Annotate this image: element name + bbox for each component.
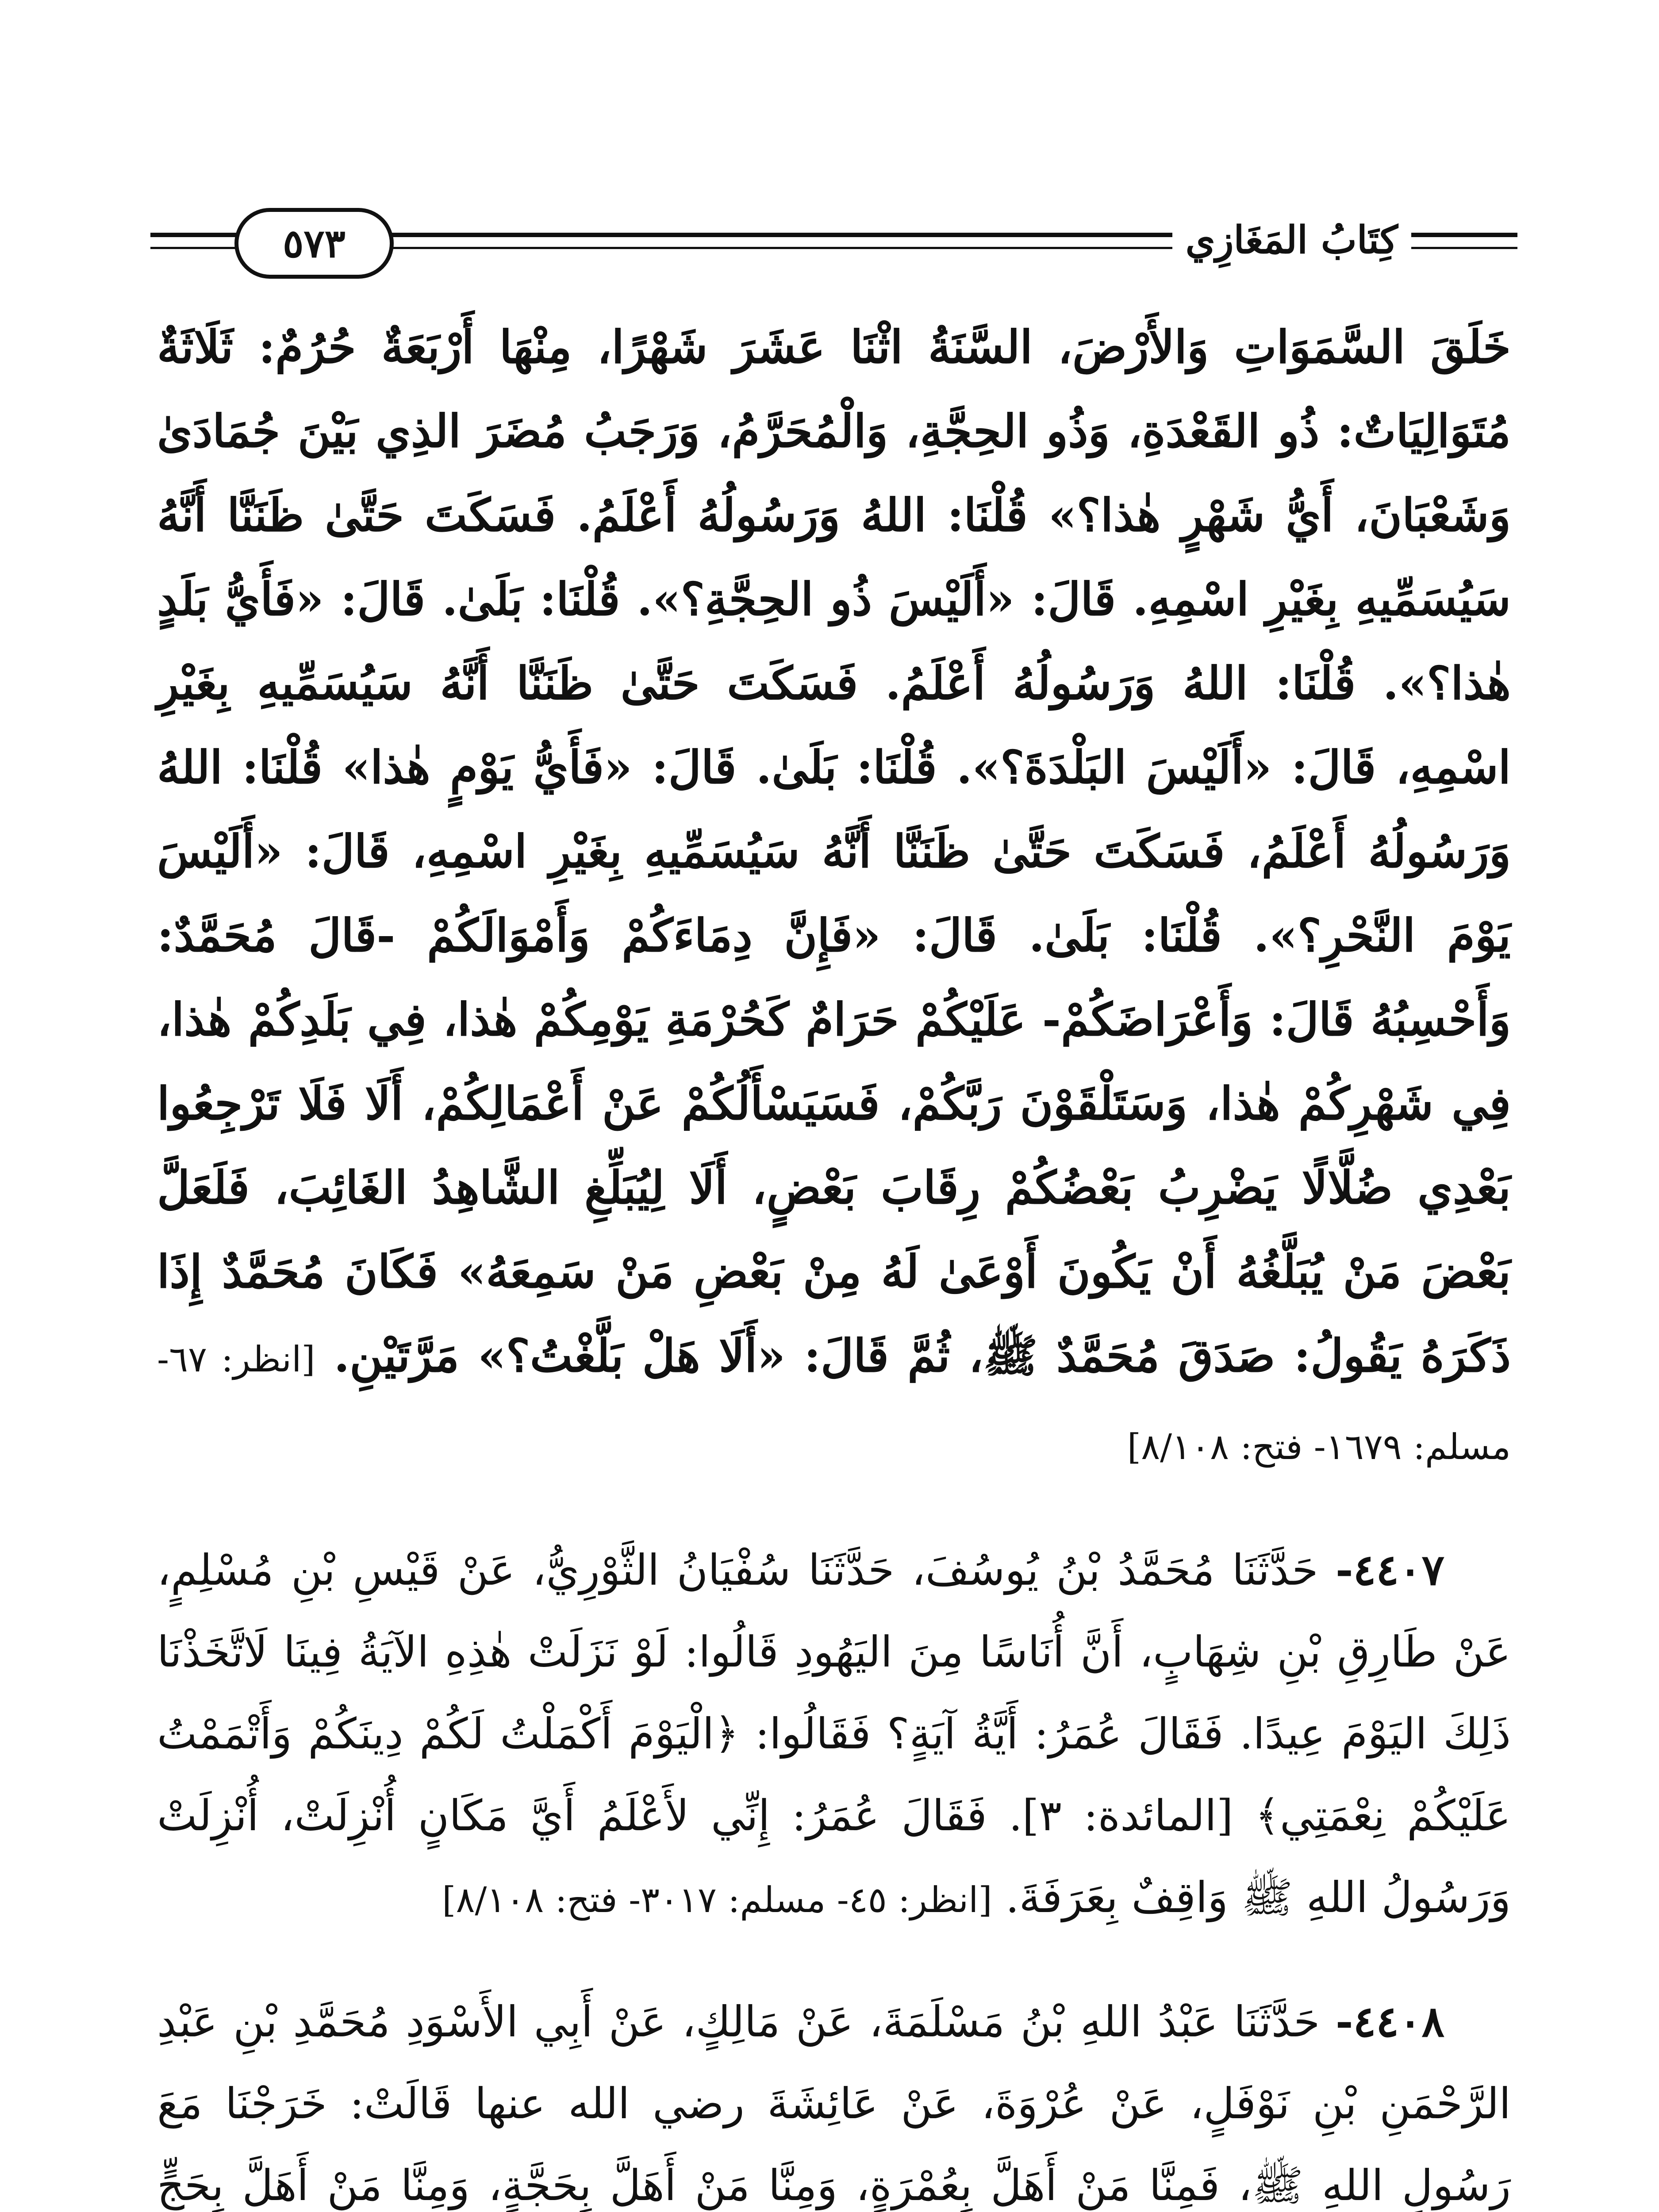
page-number-frame: [234, 208, 394, 279]
hadith-number: ٤٤٠٨-: [1335, 1997, 1445, 2047]
continuation-text: خَلَقَ السَّمَوَاتِ وَالأَرْضَ، السَّنَةُ اثْنَا عَشَرَ شَهْرًا، مِنْهَا أَرْبَعَةٌ حُرُمٌ: ثَلَاثَةٌ مُتَوَالِيَاتٌ: ذُو القَعْدَةِ، وَذُو الحِجَّةِ، وَالْمُحَرَّمُ، وَرَجَبُ مُضَرَ الذِي بَيْنَ جُمَادَىٰ وَشَعْبَانَ، أَيُّ شَهْرٍ هٰذا؟» قُلْنَا: اللهُ وَرَسُولُهُ أَعْلَمُ. فَسَكَتَ حَتَّىٰ ظَنَنَّا أَنَّهُ سَيُسَمِّيهِ بِغَيْرِ اسْمِهِ. قَالَ: «أَلَيْسَ ذُو الحِجَّةِ؟». قُلْنَا: بَلَىٰ. قَالَ: «فَأَيُّ بَلَدٍ هٰذا؟». قُلْنَا: اللهُ وَرَسُولُهُ أَعْلَمُ. فَسَكَتَ حَتَّىٰ ظَنَنَّا أَنَّهُ سَيُسَمِّيهِ بِغَيْرِ اسْمِهِ، قَالَ: «أَلَيْسَ البَلْدَةَ؟». قُلْنَا: بَلَىٰ. قَالَ: «فَأَيُّ يَوْمٍ هٰذا» قُلْنَا: اللهُ وَرَسُولُهُ أَعْلَمُ، فَسَكَتَ حَتَّىٰ ظَنَنَّا أَنَّهُ سَيُسَمِّيهِ بِغَيْرِ اسْمِهِ، قَالَ: «أَلَيْسَ يَوْمَ النَّحْرِ؟». قُلْنَا: بَلَىٰ. قَالَ: «فَإِنَّ دِمَاءَكُمْ وَأَمْوَالَكُمْ -قَالَ مُحَمَّدٌ: وَأَحْسِبُهُ قَالَ: وَأَعْرَاضَكُمْ- عَلَيْكُمْ حَرَامٌ كَحُرْمَةِ يَوْمِكُمْ هٰذا، فِي بَلَدِكُمْ هٰذا، فِي شَهْرِكُمْ هٰذا، وَسَتَلْقَوْنَ رَبَّكُمْ، فَسَيَسْأَلُكُمْ عَنْ أَعْمَالِكُمْ، أَلَا فَلَا تَرْجِعُوا بَعْدِي ضُلَّالًا يَضْرِبُ بَعْضُكُمْ رِقَابَ بَعْضٍ، أَلَا لِيُبَلِّغِ الشَّاهِدُ الغَائِبَ، فَلَعَلَّ بَعْضَ مَنْ يُبَلَّغُهُ أَنْ يَكُونَ أَوْعَىٰ لَهُ مِنْ بَعْضِ مَنْ سَمِعَهُ» فَكَانَ مُحَمَّدٌ إِذَا ذَكَرَهُ يَقُولُ: صَدَقَ مُحَمَّدٌ ﷺ، ثُمَّ قَالَ: «أَلَا هَلْ بَلَّغْتُ؟» مَرَّتَيْنِ.: [157, 321, 1511, 1382]
page-number: ٥٧٣: [283, 220, 346, 266]
running-title: كِتَابُ المَغَازِي: [1172, 218, 1411, 262]
hadith-paragraph: [157, 1981, 1511, 2212]
hadith-entry: [157, 1981, 1511, 2212]
header-rule-left-thin: [150, 247, 239, 249]
hadith-number: ٤٤٠٧-: [1335, 1545, 1445, 1595]
hadith-paragraph: [157, 1529, 1511, 1941]
hadith-continuation: [157, 305, 1511, 1489]
page-body: [157, 305, 1511, 2212]
hadith-reference: [انظر: ٤٥- مسلم: ٣٠١٧- فتح: ٨/١٠٨]: [442, 1879, 992, 1920]
header-rule-left: [150, 233, 239, 237]
hadith-text: حَدَّثَنَا مُحَمَّدُ بْنُ يُوسُفَ، حَدَّثَنَا سُفْيَانُ الثَّوْرِيُّ، عَنْ قَيْسِ بْنِ مُسْلِمٍ، عَنْ طَارِقِ بْنِ شِهَابٍ، أَنَّ أُنَاسًا مِنَ اليَهُودِ قَالُوا: لَوْ نَزَلَتْ هٰذِهِ الآيَةُ فِينَا لَاتَّخَذْنَا ذَلِكَ اليَوْمَ عِيدًا. فَقَالَ عُمَرُ: أَيَّةُ آيَةٍ؟ فَقَالُوا: ﴿الْيَوْمَ أَكْمَلْتُ لَكُمْ دِينَكُمْ وَأَتْمَمْتُ عَلَيْكُمْ نِعْمَتِي﴾ [المائدة: ٣]. فَقَالَ عُمَرُ: إِنِّي لأَعْلَمُ أَيَّ مَكَانٍ أُنْزِلَتْ، أُنْزِلَتْ وَرَسُولُ اللهِ ﷺ وَاقِفٌ بِعَرَفَةَ.: [157, 1545, 1511, 1922]
continuation-reference: [انظر: ٦٧- مسلم: ١٦٧٩- فتح: ٨/١٠٨]: [157, 1339, 1511, 1467]
page-header: [150, 208, 1517, 283]
hadith-entry: [157, 1529, 1511, 1941]
hadith-text: حَدَّثَنَا عَبْدُ اللهِ بْنُ مَسْلَمَةَ، عَنْ مَالِكٍ، عَنْ أَبِي الأَسْوَدِ مُحَمَّدِ بْنِ عَبْدِ الرَّحْمَنِ بْنِ نَوْفَلٍ، عَنْ عُرْوَةَ، عَنْ عَائِشَةَ رضي الله عنها قَالَتْ: خَرَجْنَا مَعَ رَسُولِ اللهِ ﷺ، فَمِنَّا مَنْ أَهَلَّ بِعُمْرَةٍ، وَمِنَّا مَنْ أَهَلَّ بِحَجَّةٍ، وَمِنَّا مَنْ أَهَلَّ بِحَجٍّ: [157, 1997, 1511, 2210]
